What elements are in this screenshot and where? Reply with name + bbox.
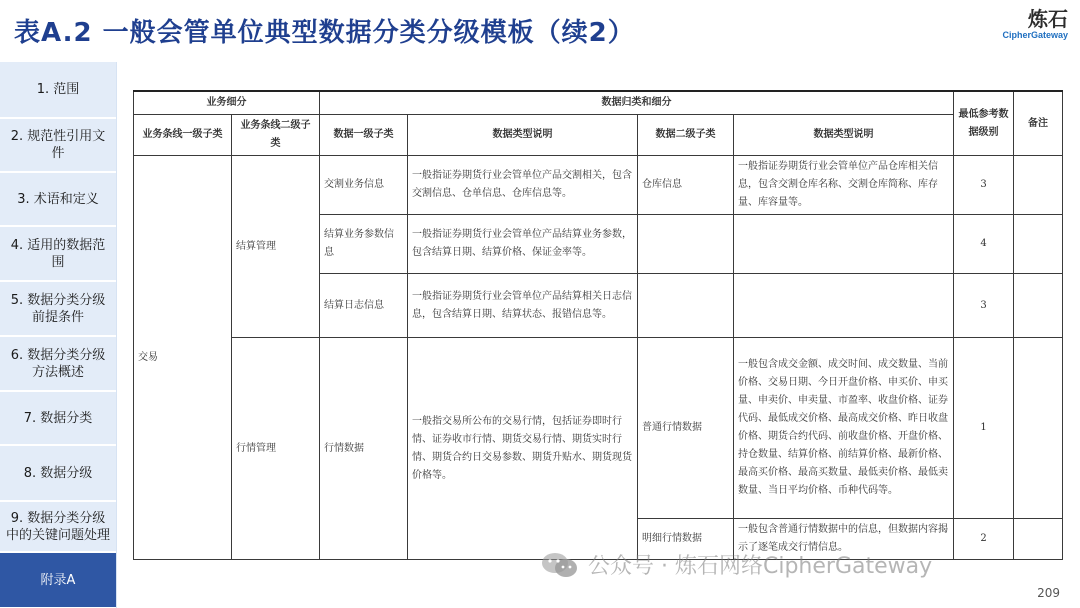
cell-level: 3 (954, 274, 1014, 338)
sidebar-nav (0, 62, 117, 608)
header-remarks: 备注 (1014, 91, 1063, 156)
wechat-icon (540, 550, 580, 580)
wechat-watermark (540, 549, 932, 580)
cell-description-2 (734, 274, 954, 338)
cell-remark (1014, 274, 1063, 338)
classification-table (133, 90, 1063, 560)
cell-data-l2 (638, 274, 734, 338)
watermark-text: 公众号 · 炼石网络CipherGateway (588, 554, 933, 579)
header-data-classification: 数据归类和细分 (320, 91, 954, 115)
cell-description-2: 一般指证券期货行业会管单位产品仓库相关信息，包含交割仓库名称、交割仓库简称、库存量、库容量等。 (734, 156, 954, 215)
cell-level: 3 (954, 156, 1014, 215)
logo-chinese-name: 炼石 (1028, 7, 1068, 31)
cell-remark (1014, 215, 1063, 274)
header-business-breakdown: 业务细分 (134, 91, 320, 115)
sidebar-item-terms-definitions[interactable]: 3. 术语和定义 (0, 173, 116, 226)
sidebar-item-scope[interactable]: 1. 范围 (0, 62, 116, 118)
cell-data-l2: 明细行情数据 (638, 519, 734, 560)
cell-level: 4 (954, 215, 1014, 274)
cell-data-l2 (638, 215, 734, 274)
cell-data-l1: 行情数据 (320, 338, 408, 560)
cell-description: 一般指证券期货行业会管单位产品交割相关，包含交割信息、仓单信息、仓库信息等。 (408, 156, 638, 215)
cell-data-l1: 结算日志信息 (320, 274, 408, 338)
cell-description: 一般指交易所公布的交易行情，包括证券即时行情、证券收市行情、期货交易行情、期货实时行情、期货合约日交易参数、期货升贴水、期货现货价格等。 (408, 338, 638, 560)
sidebar-item-method-overview[interactable]: 6. 数据分类分级方法概述 (0, 337, 116, 391)
cell-level: 1 (954, 338, 1014, 519)
table-row (134, 338, 1063, 519)
cell-business-l1: 交易 (134, 156, 232, 560)
cell-remark (1014, 519, 1063, 560)
header-business-line-level1: 业务条线一级子类 (134, 115, 232, 156)
header-data-type-description-2: 数据类型说明 (734, 115, 954, 156)
table-row (134, 156, 1063, 215)
classification-table-container (133, 90, 1062, 560)
cell-business-l2: 结算管理 (232, 156, 320, 338)
sidebar-item-normative-references[interactable]: 2. 规范性引用文件 (0, 119, 116, 172)
cell-data-l1: 交割业务信息 (320, 156, 408, 215)
cell-description-2: 一般包含普通行情数据中的信息，但数据内容揭示了逐笔成交行情信息。 (734, 519, 954, 560)
company-logo (1002, 8, 1068, 41)
cell-description-2: 一般包含成交金额、成交时间、成交数量、当前价格、交易日期、今日开盘价格、申买价、申买量、申卖价、申卖量、市盈率、收盘价格、证券代码、最低成交价格、最高成交价格、昨日收盘价格、期货合约代码、前收盘价格、开盘价格、持仓数量、结算价格、前结算价格、最新价格、最高买价格、最高买数量、最低卖价格、最低卖数量、当日平均价格、币种代码等。 (734, 338, 954, 519)
logo-english-name: CipherGateway (1002, 30, 1068, 40)
header-business-line-level2: 业务条线二级子类 (232, 115, 320, 156)
cell-level: 2 (954, 519, 1014, 560)
header-min-reference-level: 最低参考数据级别 (954, 91, 1014, 156)
sidebar-item-appendix-a[interactable]: 附录A (0, 553, 116, 608)
cell-description: 一般指证券期货行业会管单位产品结算相关日志信息，包含结算日期、结算状态、报错信息等。 (408, 274, 638, 338)
header-data-level1: 数据一级子类 (320, 115, 408, 156)
cell-remark (1014, 156, 1063, 215)
sidebar-item-applicable-data-scope[interactable]: 4. 适用的数据范围 (0, 227, 116, 281)
sidebar-item-prerequisites[interactable]: 5. 数据分类分级前提条件 (0, 282, 116, 336)
cell-remark (1014, 338, 1063, 519)
sidebar-item-key-issues[interactable]: 9. 数据分类分级中的关键问题处理 (0, 502, 116, 552)
cell-data-l2: 普通行情数据 (638, 338, 734, 519)
cell-business-l2: 行情管理 (232, 338, 320, 560)
header-data-type-description: 数据类型说明 (408, 115, 638, 156)
cell-data-l1: 结算业务参数信息 (320, 215, 408, 274)
cell-data-l2: 仓库信息 (638, 156, 734, 215)
page-number: 209 (1037, 586, 1060, 600)
cell-description-2 (734, 215, 954, 274)
cell-description: 一般指证券期货行业会管单位产品结算业务参数，包含结算日期、结算价格、保证金率等。 (408, 215, 638, 274)
page-title: 表A.2 一般会管单位典型数据分类分级模板（续2） (14, 18, 635, 48)
sidebar-item-data-classification[interactable]: 7. 数据分类 (0, 392, 116, 445)
sidebar-item-data-grading[interactable]: 8. 数据分级 (0, 446, 116, 501)
header-data-level2: 数据二级子类 (638, 115, 734, 156)
